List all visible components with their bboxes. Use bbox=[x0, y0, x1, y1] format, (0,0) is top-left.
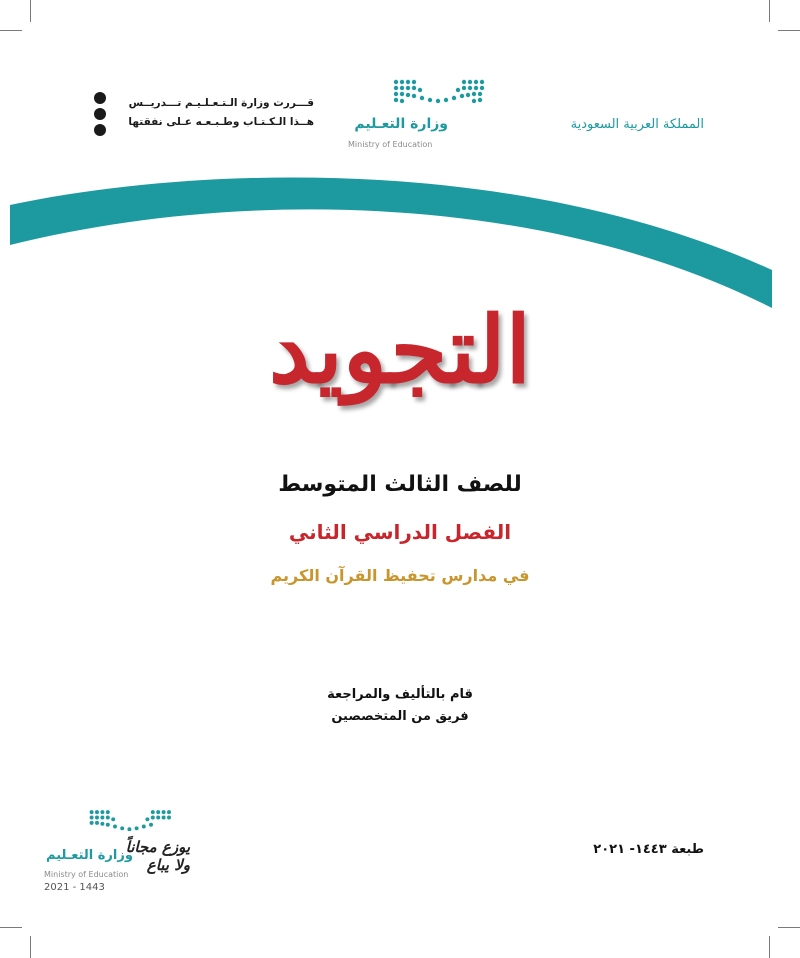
decree-line: هــذا الـكـتـاب وطـبـعـه عـلى نفقتها bbox=[128, 116, 314, 128]
ministry-name-en: Ministry of Education bbox=[348, 140, 433, 149]
footer-ministry-name-en: Ministry of Education bbox=[44, 870, 129, 879]
crop-mark bbox=[0, 927, 22, 928]
decree-line: قـــررت وزارة الـتـعـلـيـم تـــدريــس bbox=[128, 97, 314, 109]
edition-label: طبعة ١٤٤٣- ٢٠٢١ bbox=[593, 842, 704, 857]
bullet-dot bbox=[94, 124, 106, 136]
bullet-dot bbox=[94, 108, 106, 120]
crop-mark bbox=[0, 30, 22, 31]
crop-mark bbox=[769, 0, 770, 22]
semester-label: الفصل الدراسي الثاني bbox=[288, 520, 512, 544]
footer-ministry-name-ar: وزارة التعـليم bbox=[46, 848, 133, 863]
free-distribution-label: يوزع مجاناً ولا يباع bbox=[125, 838, 190, 874]
authors-credit bbox=[0, 684, 800, 728]
footer-years: 2021 - 1443 bbox=[44, 882, 105, 893]
grade-label: للصف الثالث المتوسط bbox=[278, 472, 522, 497]
ministry-name-ar: وزارة التعـليم bbox=[354, 116, 448, 132]
teal-wave-band bbox=[0, 160, 800, 310]
moe-dots-logo-icon bbox=[392, 78, 492, 108]
crop-mark bbox=[778, 30, 800, 31]
decree-bullets bbox=[94, 92, 108, 140]
ministry-logo bbox=[340, 78, 500, 154]
crop-mark bbox=[30, 0, 31, 22]
crop-mark bbox=[778, 927, 800, 928]
authors-line: قام بالتأليف والمراجعة bbox=[327, 687, 473, 702]
authors-line: فريق من المتخصصين bbox=[331, 709, 469, 724]
bullet-dot bbox=[94, 92, 106, 104]
book-title: التجويد bbox=[268, 296, 532, 404]
kingdom-label: المملكة العربية السعودية bbox=[570, 117, 704, 132]
crop-mark bbox=[30, 936, 31, 958]
crop-mark bbox=[769, 936, 770, 958]
moe-dots-logo-icon bbox=[88, 808, 178, 836]
school-label: في مدارس تحفيظ القرآن الكريم bbox=[270, 566, 530, 585]
footer-ministry-logo bbox=[40, 808, 190, 898]
